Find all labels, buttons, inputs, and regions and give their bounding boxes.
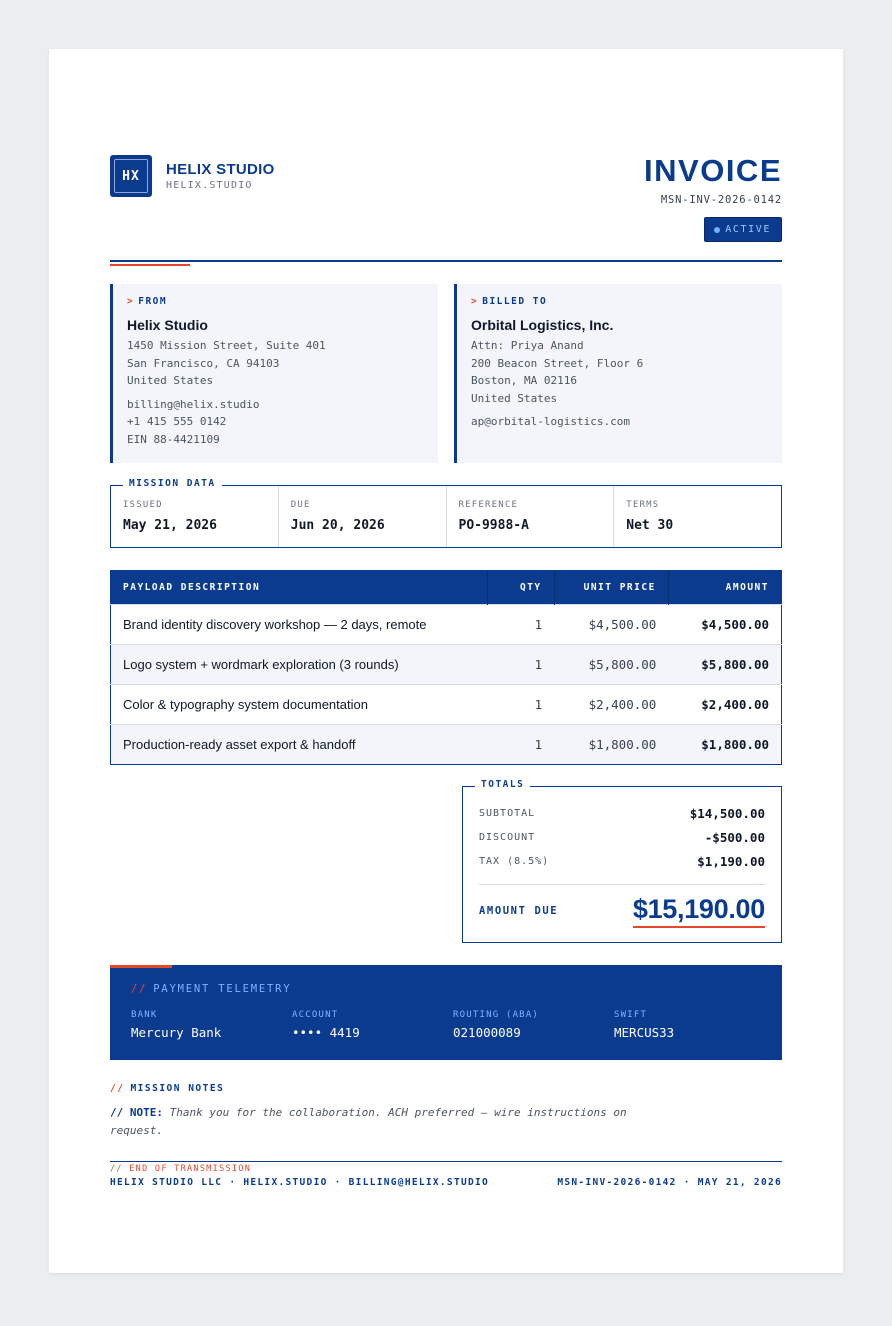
address-line: Boston, MA 02116: [471, 374, 577, 388]
column-header-amount: AMOUNT: [668, 571, 781, 605]
footer-end-text: // END OF TRANSMISSION: [110, 1164, 252, 1174]
notes-title: // MISSION NOTES: [110, 1083, 225, 1094]
table-header-row: [111, 571, 782, 605]
item-description: Logo system + wordmark exploration (3 rounds): [111, 645, 488, 685]
item-unit-price: $5,800.00: [554, 645, 668, 685]
payment-accent-bar: [110, 965, 172, 968]
header-divider: [110, 260, 782, 262]
mission-field-label: REFERENCE: [458, 500, 519, 510]
amount-due-label: AMOUNT DUE: [479, 905, 559, 917]
table-row: [111, 645, 782, 685]
from-name: Helix Studio: [127, 317, 208, 333]
payment-field-value: MERCUS33: [614, 1025, 675, 1040]
payment-field-swift: [614, 1010, 775, 1040]
item-qty: 1: [487, 605, 554, 645]
item-description: Production-ready asset export & handoff: [111, 725, 488, 765]
item-description: Color & typography system documentation: [111, 685, 488, 725]
discount-label: DISCOUNT: [479, 831, 536, 843]
table-row: [111, 685, 782, 725]
table-row: [111, 605, 782, 645]
address-line: San Francisco, CA 94103: [127, 356, 280, 370]
billed-to-card: [454, 284, 782, 463]
tax-row: [479, 849, 765, 873]
payment-title: // PAYMENT TELEMETRY: [131, 983, 292, 995]
payment-field-label: SWIFT: [614, 1010, 648, 1020]
footer-invoice-ref: MSN-INV-2026-0142 · MAY 21, 2026: [557, 1177, 782, 1188]
note-label: // NOTE:: [110, 1106, 163, 1119]
billed-to-address: [471, 337, 782, 407]
invoice-title: INVOICE: [644, 153, 782, 188]
payment-field-label: BANK: [131, 1010, 158, 1020]
tax-label: TAX (8.5%): [479, 855, 550, 867]
address-line: Attn: Priya Anand: [471, 339, 584, 352]
discount-value: -$500.00: [704, 829, 765, 845]
payment-field-account: [292, 1010, 453, 1040]
from-ein: EIN 88-4421109: [127, 432, 220, 446]
chevron-right-icon: >: [127, 296, 135, 307]
mission-field-label: TERMS: [626, 500, 660, 510]
footer-divider: [110, 1161, 782, 1162]
line-items-table: [110, 570, 782, 765]
invoice-page: [49, 49, 843, 1273]
mission-data-panel: [110, 485, 782, 548]
mission-field-terms: [614, 486, 781, 547]
chevron-right-icon: >: [471, 296, 479, 307]
mission-field-label: DUE: [290, 500, 311, 510]
mission-field-label: ISSUED: [123, 500, 163, 510]
mission-field-value: PO-9988-A: [458, 518, 529, 533]
payment-field-label: ACCOUNT: [292, 1010, 339, 1020]
brand-domain: HELIX.STUDIO: [166, 180, 253, 191]
slash-marker-icon: //: [131, 983, 148, 995]
discount-row: [479, 825, 765, 849]
address-line: 1450 Mission Street, Suite 401: [127, 339, 326, 352]
item-qty: 1: [487, 725, 554, 765]
payment-field-value: •••• 4419: [292, 1025, 360, 1040]
footer-company-info: HELIX STUDIO LLC · HELIX.STUDIO · BILLING@HELIX.STUDIO: [110, 1177, 490, 1188]
invoice-number: MSN-INV-2026-0142: [660, 194, 782, 206]
status-text: ACTIVE: [725, 224, 771, 235]
note-text: Thank you for the collaboration. ACH preferred — wire instructions on request.: [110, 1106, 627, 1137]
mission-field-value: Jun 20, 2026: [290, 518, 385, 533]
payment-field-routing: [453, 1010, 614, 1040]
status-dot-icon: [714, 227, 720, 233]
subtotal-value: $14,500.00: [689, 805, 765, 821]
brand-logo: [110, 155, 152, 197]
item-unit-price: $4,500.00: [554, 605, 668, 645]
totals-divider: [479, 884, 765, 885]
subtotal-label: SUBTOTAL: [479, 807, 536, 819]
column-header-qty: QTY: [487, 571, 554, 605]
item-description: Brand identity discovery workshop — 2 days, remote: [111, 605, 488, 645]
amount-due-value: $15,190.00: [633, 894, 765, 928]
payment-field-value: 021000089: [453, 1025, 521, 1040]
mission-field-due: [279, 486, 447, 547]
payment-field-bank: [131, 1010, 292, 1040]
from-email[interactable]: billing@helix.studio: [127, 397, 260, 411]
address-line: 200 Beacon Street, Floor 6: [471, 356, 644, 370]
mission-field-value: May 21, 2026: [123, 518, 217, 533]
from-card: [110, 284, 438, 463]
item-amount: $4,500.00: [668, 605, 781, 645]
brand-name: HELIX STUDIO: [166, 161, 275, 178]
mission-field-reference: [447, 486, 615, 547]
mission-field-issued: [111, 486, 279, 547]
column-header-unit-price: UNIT PRICE: [554, 571, 668, 605]
item-unit-price: $1,800.00: [554, 725, 668, 765]
from-contact: [127, 396, 438, 449]
notes-body: [110, 1104, 670, 1140]
subtotal-row: [479, 801, 765, 825]
item-qty: 1: [487, 685, 554, 725]
totals-legend: TOTALS: [475, 779, 530, 790]
table-row: [111, 725, 782, 765]
column-header-description: PAYLOAD DESCRIPTION: [111, 571, 488, 605]
brand-logo-text: HX: [114, 159, 148, 193]
mission-data-legend: MISSION DATA: [123, 478, 222, 489]
payment-panel: [110, 965, 782, 1060]
address-line: United States: [127, 374, 214, 388]
tax-value: $1,190.00: [697, 853, 765, 869]
amount-due-row: [479, 894, 765, 928]
billed-to-name: Orbital Logistics, Inc.: [471, 317, 614, 333]
address-line: United States: [471, 391, 558, 405]
header-accent-divider: [110, 264, 190, 266]
from-phone: +1 415 555 0142: [127, 415, 227, 429]
totals-panel: [462, 786, 782, 943]
payment-field-value: Mercury Bank: [131, 1025, 222, 1040]
item-qty: 1: [487, 645, 554, 685]
status-badge: [704, 217, 782, 242]
billed-to-contact: [471, 413, 782, 431]
billed-to-label: > BILLED TO: [471, 296, 548, 307]
item-amount: $2,400.00: [668, 685, 781, 725]
from-label: > FROM: [127, 296, 168, 307]
item-amount: $5,800.00: [668, 645, 781, 685]
billed-to-email[interactable]: ap@orbital-logistics.com: [471, 415, 630, 429]
mission-field-value: Net 30: [626, 518, 674, 533]
from-address: [127, 337, 438, 390]
item-unit-price: $2,400.00: [554, 685, 668, 725]
payment-field-label: ROUTING (ABA): [453, 1010, 540, 1020]
slash-marker-icon: //: [110, 1083, 125, 1094]
item-amount: $1,800.00: [668, 725, 781, 765]
